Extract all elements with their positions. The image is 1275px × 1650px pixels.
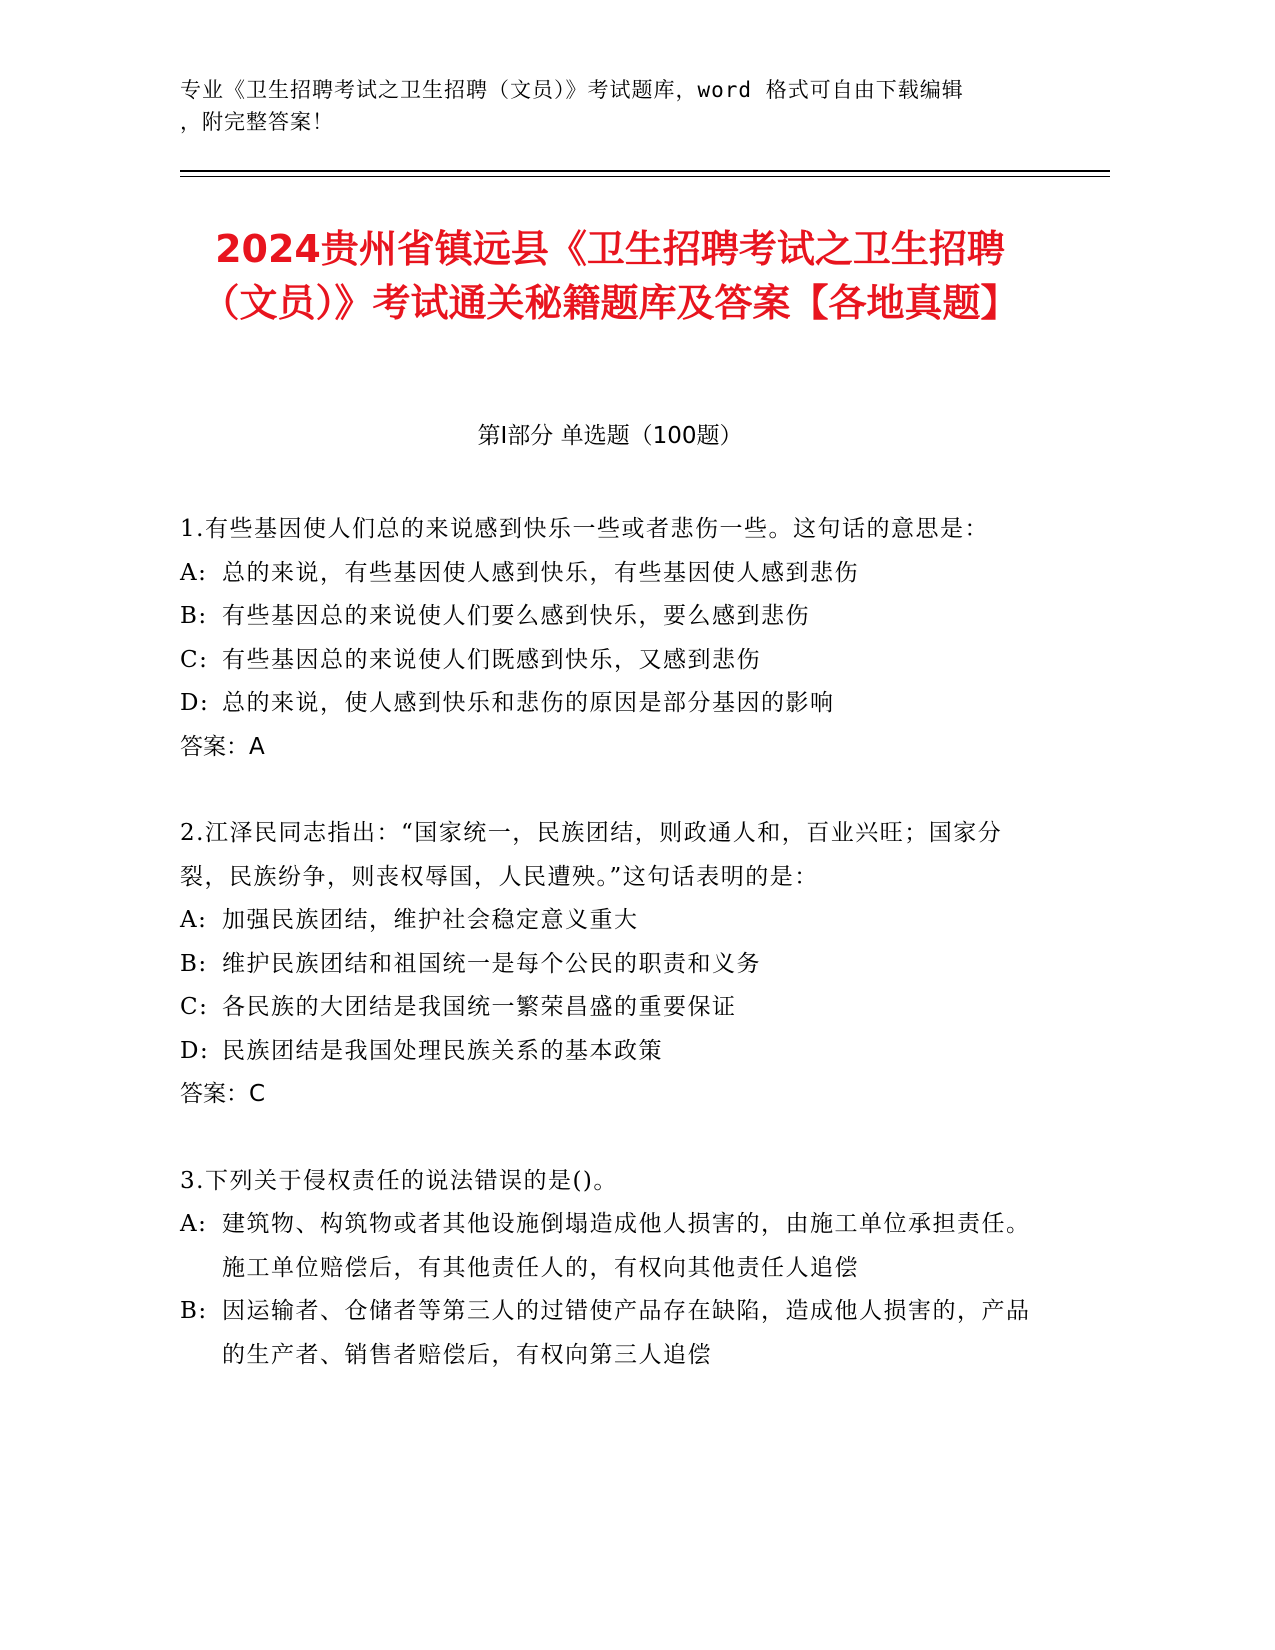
header-note <box>180 74 1060 138</box>
option-d <box>180 1030 1040 1074</box>
option-c <box>180 639 1040 683</box>
option-c <box>180 986 1040 1030</box>
question-list <box>180 508 1040 1420</box>
option-key: B: <box>180 603 208 629</box>
question-3 <box>180 1160 1040 1378</box>
option-key: C: <box>180 994 209 1020</box>
question-stem: 2.江泽民同志指出：“国家统一，民族团结，则政通人和，百业兴旺；国家分裂，民族纷争，则丧权辱国，人民遭殃。”这句话表明的是： <box>180 820 1003 890</box>
question-stem: 3.下列关于侵权责任的说法错误的是()。 <box>180 1167 618 1194</box>
option-text: 总的来说，有些基因使人感到快乐，有些基因使人感到悲伤 <box>222 559 859 586</box>
question-stem: 1.有些基因使人们总的来说感到快乐一些或者悲伤一些。这句话的意思是： <box>180 516 989 542</box>
option-key: A: <box>180 907 208 933</box>
option-a <box>180 899 1040 943</box>
option-key: C: <box>180 646 209 673</box>
answer-line: 答案：C <box>180 1081 266 1107</box>
header-note-line-1: 专业《卫生招聘考试之卫生招聘（文员）》考试题库，word 格式可自由下载编辑 <box>180 78 964 102</box>
option-text: 加强民族团结，维护社会稳定意义重大 <box>222 907 639 933</box>
option-a <box>180 1203 1040 1290</box>
option-a <box>180 552 1040 596</box>
option-key: A: <box>180 559 208 586</box>
option-key: B: <box>180 1298 208 1324</box>
option-key: B: <box>180 950 208 977</box>
option-text: 总的来说，使人感到快乐和悲伤的原因是部分基因的影响 <box>222 690 835 716</box>
option-text: 有些基因总的来说使人们既感到快乐，又感到悲伤 <box>222 646 761 673</box>
option-text: 维护民族团结和祖国统一是每个公民的职责和义务 <box>222 950 761 977</box>
question-2 <box>180 812 1040 1117</box>
header-divider-thick <box>180 170 1110 172</box>
option-d <box>180 682 1040 726</box>
option-text: 因运输者、仓储者等第三人的过错使产品存在缺陷，造成他人损害的，产品的生产者、销售者赔偿后，有权向第三人追偿 <box>222 1298 1031 1368</box>
option-text: 有些基因总的来说使人们要么感到快乐，要么感到悲伤 <box>222 603 810 629</box>
option-b <box>180 943 1040 987</box>
option-text: 民族团结是我国处理民族关系的基本政策 <box>222 1037 663 1064</box>
option-key: A: <box>180 1211 208 1237</box>
header-divider-thin <box>180 176 1110 177</box>
document-title: 2024贵州省镇远县《卫生招聘考试之卫生招聘（文员）》考试通关秘籍题库及答案【各地真题】 <box>201 227 1019 325</box>
option-text: 建筑物、构筑物或者其他设施倒塌造成他人损害的，由施工单位承担责任。施工单位赔偿后，有其他责任人的，有权向其他责任人追偿 <box>222 1211 1031 1281</box>
option-b <box>180 1290 1040 1377</box>
answer-line: 答案：A <box>180 733 265 760</box>
option-key: D: <box>180 1037 210 1064</box>
option-key: D: <box>180 690 210 716</box>
option-b <box>180 595 1040 639</box>
section-title: 第Ⅰ部分 单选题（100题） <box>477 423 743 449</box>
header-note-line-2: ，附完整答案！ <box>180 110 334 134</box>
option-text: 各民族的大团结是我国统一繁荣昌盛的重要保证 <box>222 994 737 1020</box>
question-1 <box>180 508 1040 769</box>
